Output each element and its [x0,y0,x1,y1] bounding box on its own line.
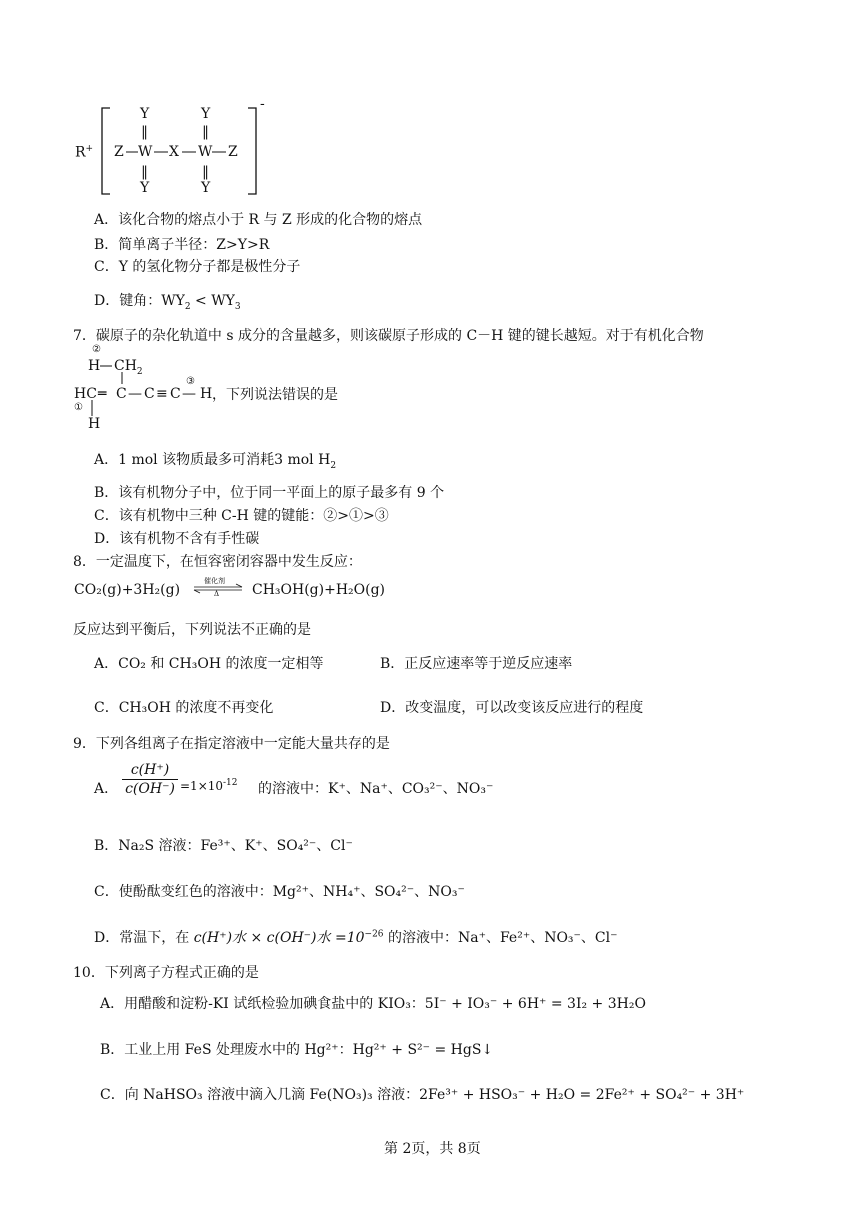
q10-option-b: B．工业上用 FeS 处理废水中的 Hg²⁺：Hg²⁺ + S²⁻ = HgS↓ [100,1042,494,1058]
q7-stem: 7．碳原子的杂化轨道中 s 成分的含量越多，则该碳原子形成的 C－H 键的键长越短。对于有机化合物 [73,328,704,344]
q8-option-a: A．CO₂ 和 CH₃OH 的浓度一定相等 [94,656,324,672]
q7-tail: ，下列说法错误的是 [212,387,338,403]
fraction-bar [122,779,178,780]
q7-option-b: B．该有机物分子中，位于同一平面上的原子最多有 9 个 [94,485,445,501]
q9-d-exp: −26 [364,929,384,940]
q10-option-a: A．用醋酸和淀粉-KI 试纸检验加碘食盐中的 KIO₃：5I⁻ + IO₃⁻ + 6H⁺ = 3I₂ + 3H₂O [100,996,646,1012]
q9-d-tail: 的溶液中：Na⁺、Fe²⁺、NO₃⁻、Cl⁻ [383,930,618,946]
anion-charge: - [260,96,265,112]
q9-a-prefix: A． [94,781,119,797]
label-3: ③ [186,376,195,387]
q9-a-denominator: c(OH⁻) [125,781,175,797]
q7-h-bottom: H [88,416,101,432]
q7-c1: C [116,386,127,402]
q7-double-bond: ═ [98,386,107,402]
q7-single-bond: — [128,386,142,402]
q9-a-exp: -12 [223,778,238,788]
atom-w-right: W [198,144,213,160]
q6-d-wy: WY [161,293,185,309]
double-bond-top-left: ‖ [141,124,148,140]
page-footer: 第 2页，共 8页 [384,1141,481,1157]
q6-d-lt: < [190,293,212,309]
q6-option-c: C．Y 的氢化物分子都是极性分子 [94,259,301,275]
atom-w-left: W [138,144,153,160]
q6-d-wy3: WY [211,293,235,309]
q8-line2: 反应达到平衡后，下列说法不正确的是 [73,622,311,638]
q8-option-d: D．改变温度，可以改变该反应进行的程度 [380,700,644,716]
double-bond-top-right: ‖ [202,124,209,140]
q9-d-prefix: D．常温下，在 [94,930,190,946]
atom-y-top-right: Y [201,106,211,122]
cation-charge: + [85,144,94,154]
q8-eq-right: CH₃OH(g)+H₂O(g) [252,582,386,598]
q9-a-eq-text: =1×10 [180,779,224,793]
q7-ch2: CH [114,358,137,374]
q8-delta: Δ [214,590,220,598]
atom-y-bottom-right: Y [201,180,211,196]
q8-arrow [192,576,244,600]
q7-a-val: 3 mol H [274,452,331,468]
q7-c3: C [170,386,181,402]
q9-a-tail: 的溶液中：K⁺、Na⁺、CO₃²⁻、NO₃⁻ [258,781,494,797]
q9-a-eq [180,778,238,793]
q8-equation [74,582,180,598]
q7-ch2-sub: 2 [136,366,143,377]
q6-option-d [94,290,241,312]
q7-hc: HC [74,386,97,402]
q6-d-sub2: 2 [184,301,191,312]
q7-triple-bond: ≡ [156,386,168,402]
q9-option-d [94,927,618,947]
q7-h-top: H [88,358,101,374]
q6-structure-figure [70,96,280,200]
q8-option-c: C．CH₃OH 的浓度不再变化 [94,700,274,716]
q6-option-a: A．该化合物的熔点小于 R 与 Z 形成的化合物的熔点 [94,212,423,228]
atom-x: X [169,144,179,160]
q9-a-numerator: c(H⁺) [130,762,170,778]
label-1: ① [74,402,83,413]
q9-a-fraction [122,762,178,797]
atom-y-top-left: Y [140,106,150,122]
q7-bond-3: — [182,386,196,402]
q6-d-prefix: D．键角： [94,293,162,309]
q7-a-sub: 2 [330,460,337,471]
double-bond-bottom-left: ‖ [141,164,148,180]
q9-d-expr: c(H⁺)水 × c(OH⁻)水 =10 [193,930,365,946]
q8-stem: 8．一定温度下，在恒容密闭容器中发生反应： [73,554,362,570]
atom-y-bottom-left: Y [140,180,150,196]
q7-structure-figure [74,344,374,434]
q6-d-sub3: 3 [234,301,241,312]
q9-option-b: B．Na₂S 溶液：Fe³⁺、K⁺、SO₄²⁻、Cl⁻ [94,838,353,854]
q7-option-c: C．该有机物中三种 C-H 键的键能：②>①>③ [94,508,389,524]
q7-option-d: D．该有机物不含有手性碳 [94,531,260,547]
atom-z-left: Z [114,144,124,160]
q10-option-c: C．向 NaHSO₃ 溶液中滴入几滴 Fe(NO₃)₃ 溶液：2Fe³⁺ + HSO₃⁻ + H₂O = 2Fe²⁺ + SO₄²⁻ + 3H⁺ [100,1087,745,1103]
q9-stem: 9．下列各组离子在指定溶液中一定能大量共存的是 [73,736,390,752]
q7-c2: C [144,386,155,402]
q7-h-right: H [200,386,213,402]
q9-option-c: C．使酚酞变红色的溶液中：Mg²⁺、NH₄⁺、SO₄²⁻、NO₃⁻ [94,884,465,900]
q8-catalyst: 催化剂 [204,577,225,585]
double-bond-bottom-right: ‖ [202,164,209,180]
q7-a-prefix: A．1 mol 该物质最多可消耗 [94,452,275,468]
q8-option-b: B．正反应速率等于逆反应速率 [380,656,573,672]
q6-option-b: B．简单离子半径：Z>Y>R [94,237,270,253]
label-2: ② [92,344,101,355]
q10-stem: 10．下列离子方程式正确的是 [73,965,259,981]
atom-z-right: Z [228,144,238,160]
cation-label: R [75,144,86,161]
q7-option-a [94,449,336,471]
q8-eq-left: CO₂(g)+3H₂(g) [74,582,181,598]
